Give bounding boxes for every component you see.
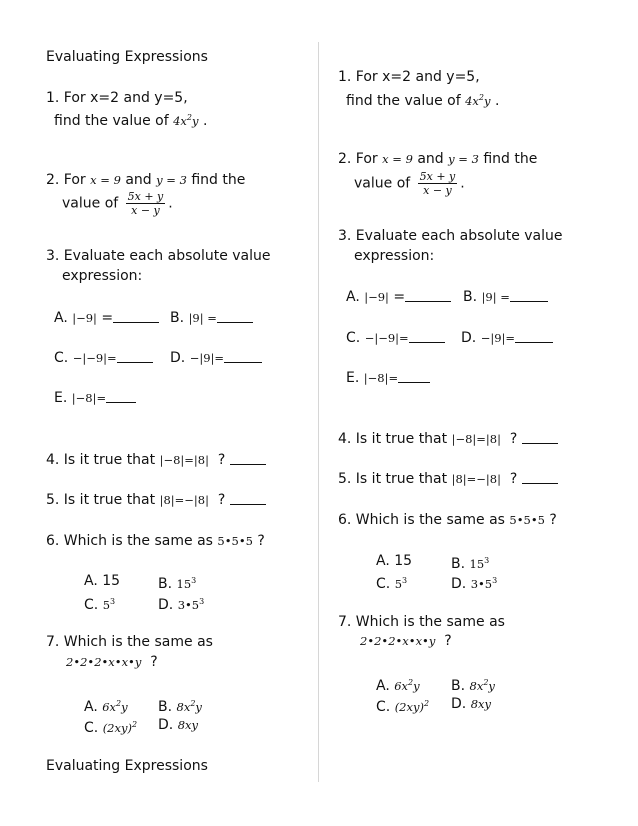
q3e-answer-blank[interactable] <box>398 369 430 383</box>
q3c-answer-blank[interactable] <box>409 329 445 343</box>
q3b-answer-blank[interactable] <box>510 288 548 302</box>
worksheet-title: Evaluating Expressions <box>46 49 208 65</box>
q3a-answer-blank[interactable] <box>113 309 159 323</box>
q6: 6. Which is the same as 5•5•5 ? <box>46 533 265 549</box>
q3d-answer-blank[interactable] <box>515 329 553 343</box>
q7-option-d[interactable]: D. 8xy <box>451 696 491 712</box>
q3d: D. −|9|= <box>170 349 262 367</box>
q7-option-b[interactable]: B. $8x^2y$ <box>158 698 202 715</box>
q4-answer-blank[interactable] <box>522 430 558 444</box>
q3a: A. |−9| = <box>346 288 451 306</box>
q7-line1: 7. Which is the same as <box>46 634 213 650</box>
q6-option-d[interactable]: D. $3•5^3$ <box>158 596 205 613</box>
q2-line1: 2. For x = 9 and y = 3 find the <box>46 172 246 188</box>
column-divider <box>318 42 319 782</box>
q3c: C. −|−9|= <box>346 329 445 347</box>
q7-option-a[interactable]: A. $6x^2y$ <box>376 677 420 694</box>
q7-line2: 2•2•2•x•x•y ? <box>360 633 452 649</box>
q5-answer-blank[interactable] <box>522 470 558 484</box>
q7-option-a[interactable]: A. $6x^2y$ <box>84 698 128 715</box>
q4: 4. Is it true that |−8|=|8| ? <box>338 430 558 448</box>
right-column <box>320 0 638 826</box>
q3b: B. |9| = <box>463 288 548 306</box>
q3-line2: expression: <box>62 268 143 284</box>
q6-option-d[interactable]: D. $3•5^3$ <box>451 575 498 592</box>
q3a: A. |−9| = <box>54 309 159 327</box>
q6-option-c[interactable]: C. $5^3$ <box>376 575 408 592</box>
q5-answer-blank[interactable] <box>230 491 266 505</box>
q6-option-b[interactable]: B. $15^3$ <box>451 555 490 572</box>
q7-line2: 2•2•2•x•x•y ? <box>66 654 158 670</box>
q6-option-a[interactable]: A. 15 <box>376 553 413 569</box>
worksheet-footer-title: Evaluating Expressions <box>46 758 208 774</box>
q3c-answer-blank[interactable] <box>117 349 153 363</box>
q3e: E. |−8|= <box>54 389 136 407</box>
q1-line1: 1. For x=2 and y=5, <box>338 69 480 85</box>
q4-answer-blank[interactable] <box>230 451 266 465</box>
q7-line1: 7. Which is the same as <box>338 614 505 630</box>
q6: 6. Which is the same as 5•5•5 ? <box>338 512 557 528</box>
q2-fraction: $\frac{5x + y}{x - y}$ <box>419 170 456 197</box>
q3-line1: 3. Evaluate each absolute value <box>338 228 563 244</box>
q7-option-b[interactable]: B. $8x^2y$ <box>451 677 495 694</box>
q5: 5. Is it true that |8|=−|8| ? <box>46 491 266 509</box>
q3d: D. −|9|= <box>461 329 553 347</box>
q3-line1: 3. Evaluate each absolute value <box>46 248 271 264</box>
q3c: C. −|−9|= <box>54 349 153 367</box>
q3d-answer-blank[interactable] <box>224 349 262 363</box>
q3-line2: expression: <box>354 248 435 264</box>
q7-option-c[interactable]: C. $(2xy)^2$ <box>84 719 138 736</box>
q4: 4. Is it true that |−8|=|8| ? <box>46 451 266 469</box>
left-column <box>0 0 318 826</box>
q6-option-a[interactable]: A. 15 <box>84 573 121 589</box>
q2-line1: 2. For x = 9 and y = 3 find the <box>338 151 538 167</box>
q2-fraction: $\frac{5x + y}{x - y}$ <box>127 190 164 217</box>
q3b: B. |9| = <box>170 309 253 327</box>
q6-option-c[interactable]: C. $5^3$ <box>84 596 116 613</box>
q3a-answer-blank[interactable] <box>405 288 451 302</box>
q7-option-d[interactable]: D. 8xy <box>158 717 198 733</box>
q3b-answer-blank[interactable] <box>217 309 253 323</box>
q1-line2: find the value of $4x^2y$ . <box>346 92 500 109</box>
q2-line2: value of $\frac{5x + y}{x - y}$ . <box>354 170 465 197</box>
q3e: E. |−8|= <box>346 369 430 387</box>
q3e-answer-blank[interactable] <box>106 389 136 403</box>
q7-option-c[interactable]: C. $(2xy)^2$ <box>376 698 430 715</box>
q5: 5. Is it true that |8|=−|8| ? <box>338 470 558 488</box>
q1-line1: 1. For x=2 and y=5, <box>46 90 188 106</box>
q6-option-b[interactable]: B. $15^3$ <box>158 575 197 592</box>
q1-line2: find the value of $4x^2y$ . <box>54 112 208 129</box>
q2-line2: value of $\frac{5x + y}{x - y}$ . <box>62 190 173 217</box>
